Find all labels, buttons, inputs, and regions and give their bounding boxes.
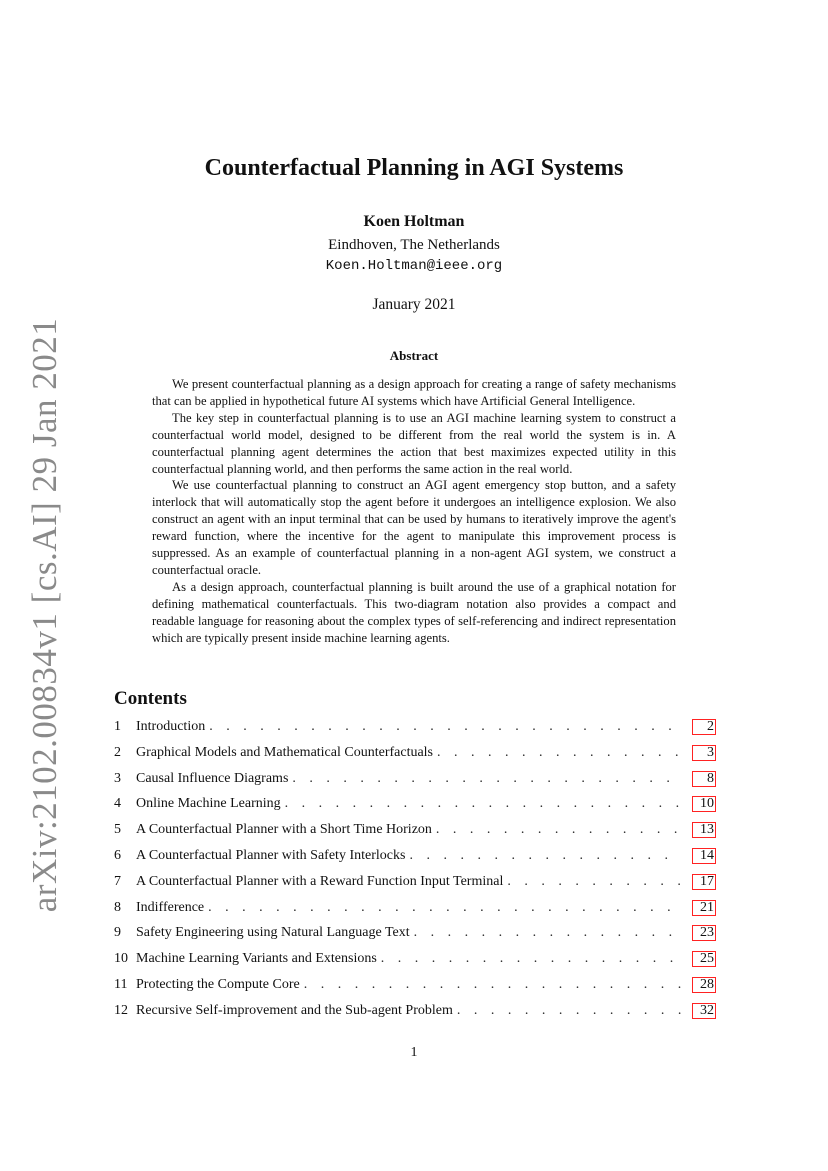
toc-page-link[interactable]: 3 [692, 745, 716, 761]
author-email[interactable]: Koen.Holtman@ieee.org [325, 258, 503, 274]
abstract-paragraph: The key step in counterfactual planning is to use an AGI machine learning system to construct a counterfactual world model, designed to be different from the real world the system is in. A counterfactual planning agent determines the action that best maximizes expected utility in this counterfactual planning world, and then performs the same action in the real world. [152, 410, 676, 476]
toc-entry-number: 7 [114, 873, 121, 889]
toc-entry-title[interactable]: Protecting the Compute Core [136, 976, 300, 992]
toc-entry[interactable] [114, 900, 716, 926]
toc-entry[interactable] [114, 719, 716, 745]
toc-entry-title[interactable]: Online Machine Learning [136, 796, 281, 812]
toc-leader-dots [208, 900, 682, 916]
toc-leader-dots [409, 848, 682, 864]
toc-leader-dots [437, 745, 682, 761]
toc-page-link[interactable]: 17 [692, 874, 716, 890]
toc-entry[interactable] [114, 822, 716, 848]
paper-title: Counterfactual Planning in AGI Systems [204, 155, 624, 181]
toc-leader-dots [436, 822, 682, 838]
toc-entry[interactable] [114, 951, 716, 977]
toc-entry-title[interactable]: Recursive Self-improvement and the Sub-agent Problem [136, 1002, 453, 1018]
toc-entry-title[interactable]: A Counterfactual Planner with a Short Time Horizon [136, 822, 432, 838]
toc-page-link[interactable]: 14 [692, 848, 716, 864]
toc-leader-dots [414, 925, 682, 941]
toc-entry[interactable] [114, 771, 716, 797]
toc-entry-number: 5 [114, 822, 121, 838]
toc-entry-title[interactable]: A Counterfactual Planner with a Reward Function Input Terminal [136, 873, 504, 889]
toc-page-link[interactable]: 13 [692, 822, 716, 838]
author-affiliation: Eindhoven, The Netherlands [328, 237, 500, 253]
toc-leader-dots [457, 1003, 682, 1019]
toc-page-link[interactable]: 2 [692, 719, 716, 735]
toc-leader-dots [507, 874, 682, 890]
toc-page-link[interactable]: 25 [692, 951, 716, 967]
abstract-paragraph: We use counterfactual planning to construct an AGI agent emergency stop button, and a safety interlock that will automatically stop the agent before it undergoes an intelligence explosion. We also construct an agent with an input terminal that can be used by humans to iteratively improve the agent's reward function, where the incentive for the agent to manipulate this improvement process is suppressed. As an example of counterfactual planning in a non-agent AGI system, we construct a counterfactual oracle. [152, 478, 676, 577]
toc-entry-title[interactable]: A Counterfactual Planner with Safety Interlocks [136, 847, 406, 863]
toc-leader-dots [209, 719, 682, 735]
toc-entry[interactable] [114, 977, 716, 1003]
toc-entry-number: 2 [114, 744, 121, 760]
toc-entry-title[interactable]: Machine Learning Variants and Extensions [136, 951, 377, 967]
abstract-paragraph: As a design approach, counterfactual planning is built around the use of a graphical notation for defining mathematical counterfactuals. This two-diagram notation also provides a compact and readable language for reasoning about the complex types of self-referencing and indirect representation which are typically present inside machine learning agents. [152, 579, 676, 645]
toc-page-link[interactable]: 23 [692, 925, 716, 941]
toc-entry[interactable] [114, 848, 716, 874]
toc-page-link[interactable]: 10 [692, 796, 716, 812]
toc-leader-dots [292, 771, 682, 787]
toc-entry-number: 6 [114, 847, 121, 863]
toc-entry[interactable] [114, 745, 716, 771]
toc-leader-dots [285, 796, 682, 812]
toc-entry[interactable] [114, 874, 716, 900]
toc-entry-number: 12 [114, 1002, 128, 1018]
toc-entry[interactable] [114, 1003, 716, 1029]
toc-entry-number: 3 [114, 770, 121, 786]
toc-page-link[interactable]: 8 [692, 771, 716, 787]
toc-entry-number: 11 [114, 976, 128, 992]
toc-entry-title[interactable]: Introduction [136, 719, 206, 734]
toc-entry-title[interactable]: Indifference [136, 899, 205, 915]
table-of-contents [114, 719, 716, 1029]
abstract-paragraph: We present counterfactual planning as a design approach for creating a range of safety mechanisms that can be applied in hypothetical future AI systems which have Artificial General Intelligence. [152, 377, 676, 408]
arxiv-identifier-stamp: arXiv:2102.00834v1 [cs.AI] 29 Jan 2021 [25, 317, 64, 913]
toc-entry-title[interactable]: Causal Influence Diagrams [136, 770, 289, 786]
toc-leader-dots [304, 977, 682, 993]
contents-heading: Contents [114, 688, 187, 709]
abstract-heading: Abstract [389, 348, 439, 363]
toc-leader-dots [381, 951, 682, 967]
abstract-body [152, 376, 676, 647]
author-name: Koen Holtman [363, 213, 465, 230]
page-number: 1 [410, 1045, 418, 1060]
toc-entry-number: 1 [114, 719, 121, 734]
toc-page-link[interactable]: 32 [692, 1003, 716, 1019]
toc-entry-title[interactable]: Safety Engineering using Natural Language Text [136, 925, 410, 941]
toc-entry-number: 4 [114, 796, 121, 812]
toc-entry-number: 8 [114, 899, 121, 915]
paper-date: January 2021 [372, 296, 456, 313]
toc-page-link[interactable]: 21 [692, 900, 716, 916]
toc-page-link[interactable]: 28 [692, 977, 716, 993]
toc-entry[interactable] [114, 796, 716, 822]
toc-entry-number: 10 [114, 951, 128, 967]
toc-entry-title[interactable]: Graphical Models and Mathematical Counterfactuals [136, 744, 434, 760]
toc-entry-number: 9 [114, 925, 121, 941]
toc-entry[interactable] [114, 925, 716, 951]
